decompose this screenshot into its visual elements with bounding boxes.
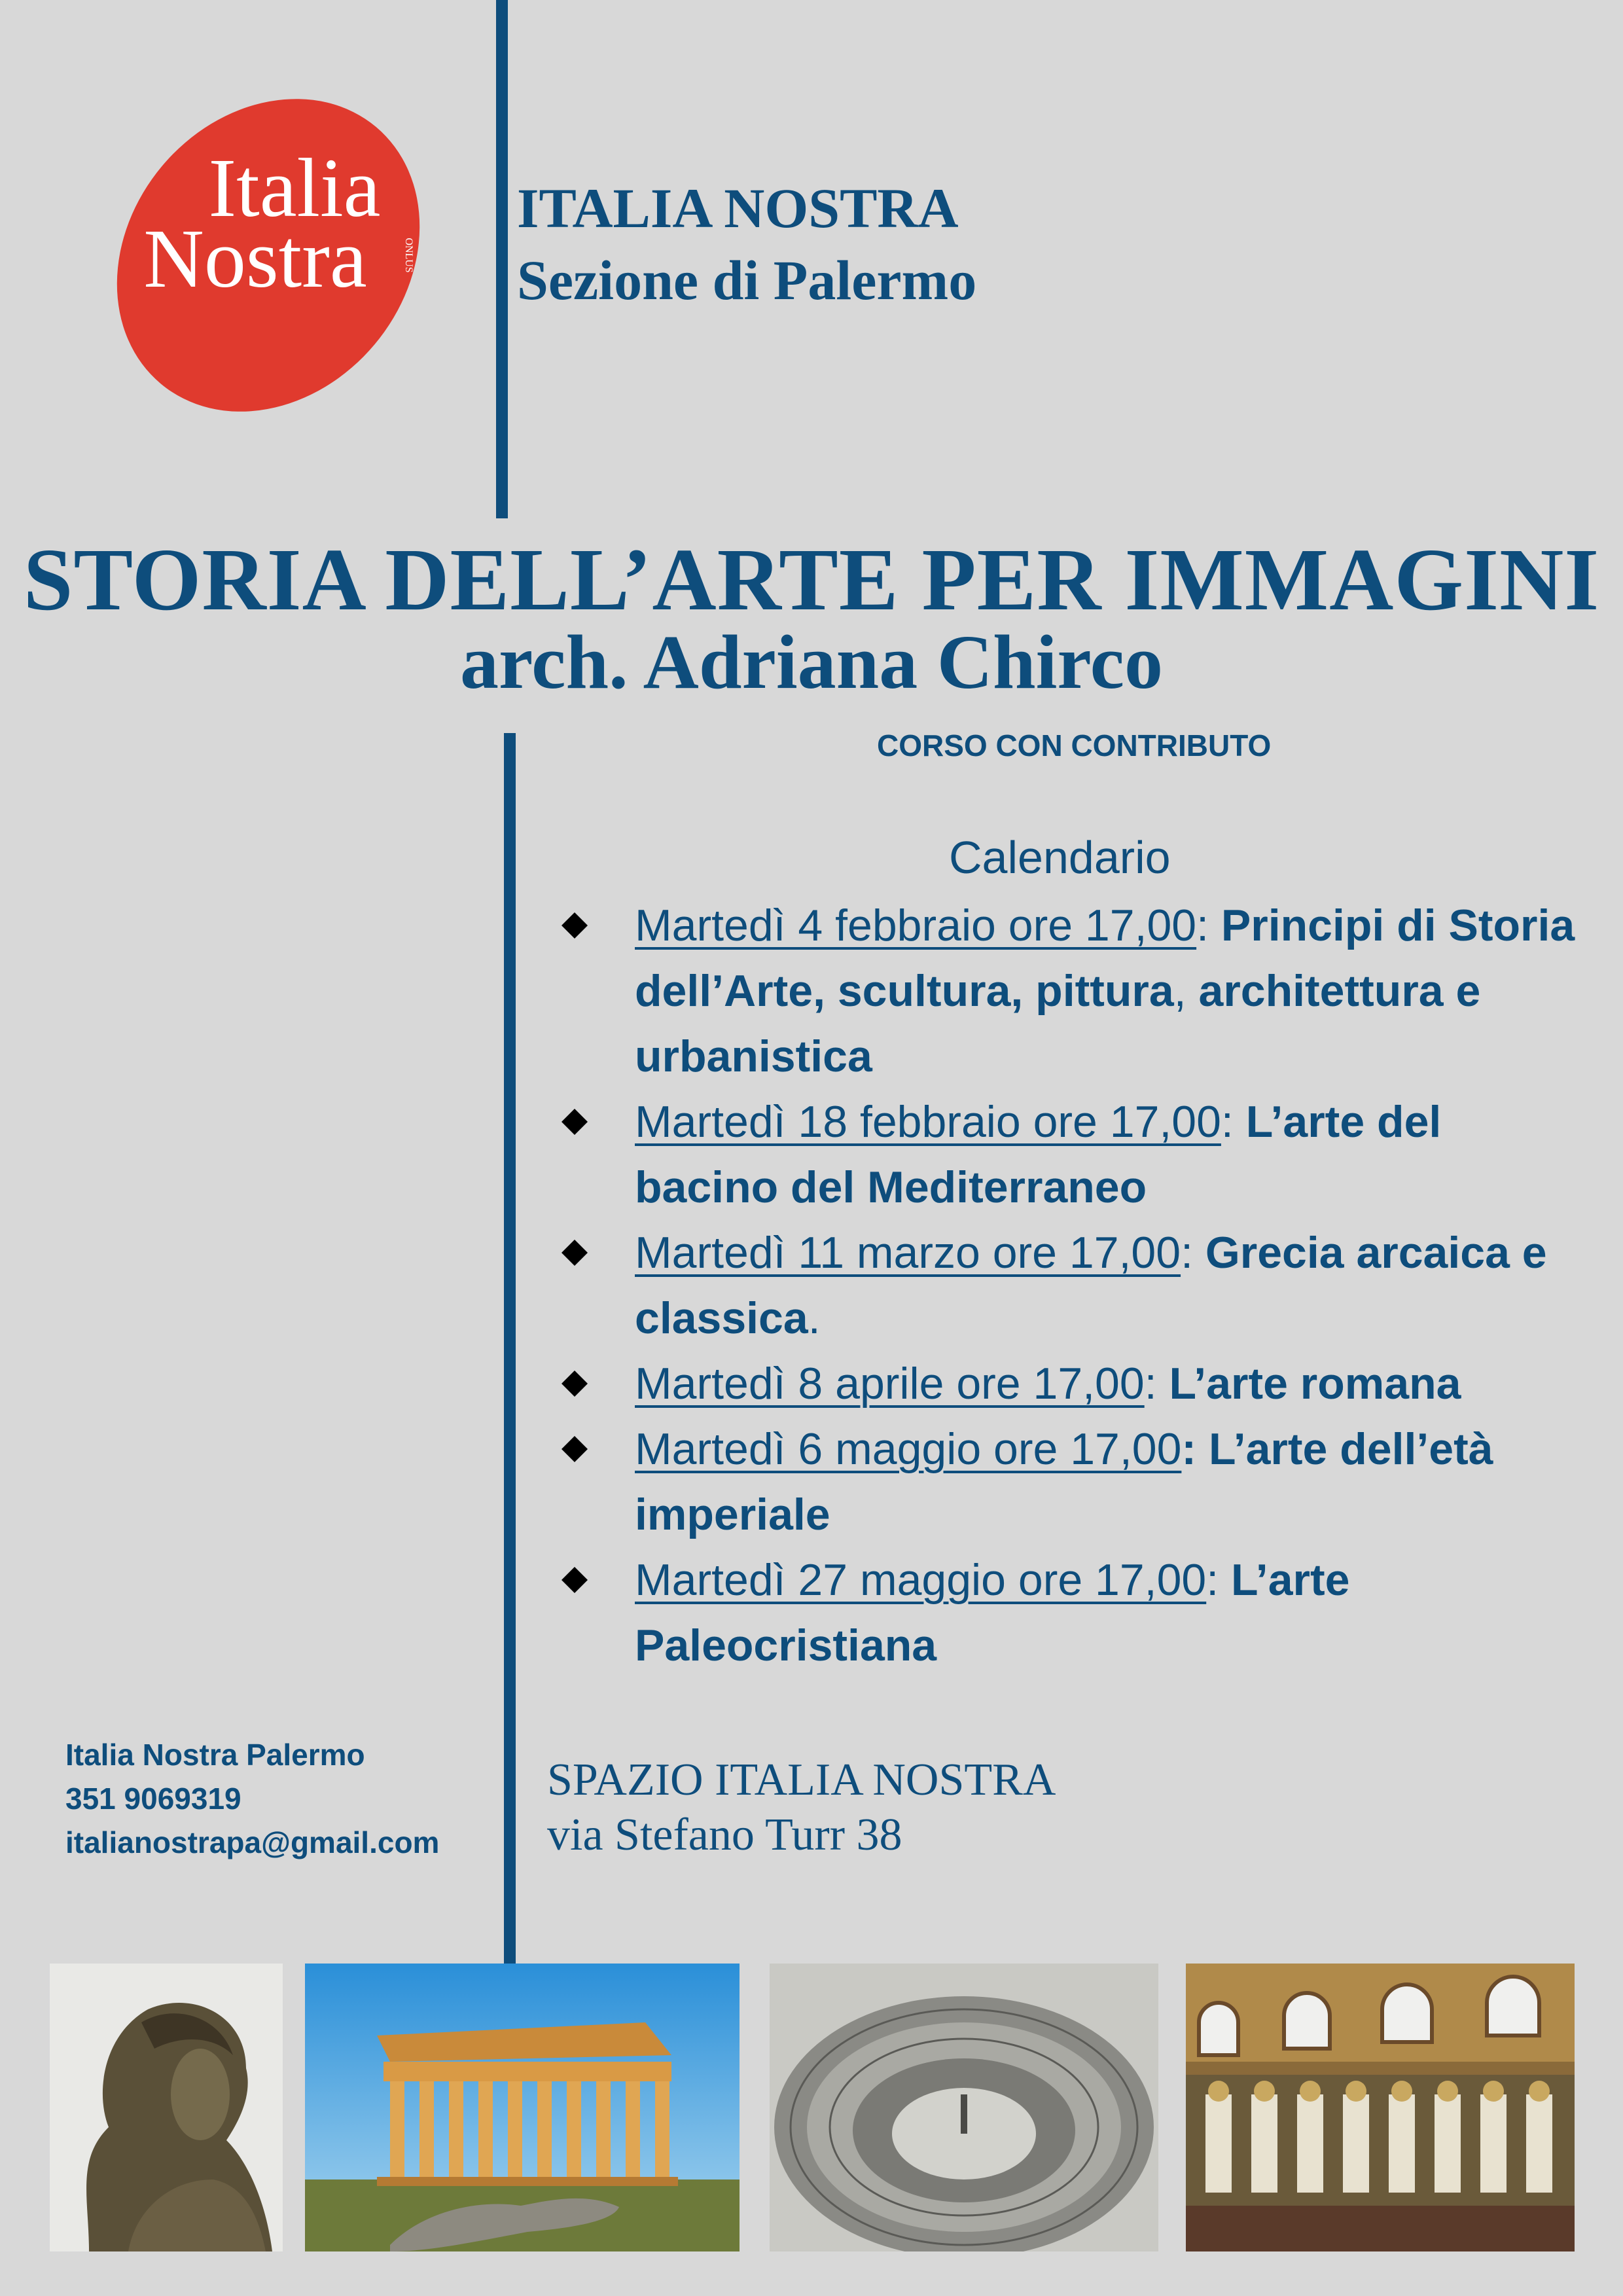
contact-email[interactable]: italianostrapa@gmail.com bbox=[65, 1825, 440, 1859]
event-topic-continued: architettura e urbanistica bbox=[635, 966, 1481, 1081]
vertical-rule-bottom bbox=[504, 733, 516, 1964]
event-topic: L’arte romana bbox=[1169, 1359, 1461, 1408]
venue-name: SPAZIO ITALIA NOSTRA bbox=[547, 1755, 1056, 1805]
bronze-statue-image bbox=[50, 1964, 283, 2251]
event-tail: . bbox=[808, 1293, 821, 1343]
event-date: Martedì 11 marzo ore 17,00 bbox=[635, 1228, 1181, 1278]
event-date: Martedì 4 febbraio ore 17,00 bbox=[635, 901, 1197, 950]
event-separator: : bbox=[1221, 1097, 1246, 1147]
event-separator: : bbox=[1206, 1555, 1232, 1605]
event-separator: : bbox=[1181, 1228, 1205, 1278]
event-separator: : bbox=[1144, 1359, 1169, 1408]
italia-nostra-logo bbox=[98, 92, 438, 419]
page-title: STORIA DELL’ARTE PER IMMAGINI bbox=[23, 531, 1600, 629]
org-section: Sezione di Palermo bbox=[517, 249, 977, 312]
event-tail: , bbox=[1173, 966, 1199, 1016]
contact-block bbox=[65, 1733, 439, 1865]
logo-side-text: ONLUS bbox=[403, 238, 414, 273]
logo-line1: Italia bbox=[208, 141, 381, 234]
list-item bbox=[556, 893, 1577, 1089]
event-date: Martedì 18 febbraio ore 17,00 bbox=[635, 1097, 1221, 1147]
list-item bbox=[556, 1220, 1577, 1351]
list-item bbox=[556, 1416, 1577, 1547]
diamond-icon bbox=[562, 912, 588, 939]
event-date: Martedì 6 maggio ore 17,00 bbox=[635, 1424, 1182, 1474]
event-topic: Grecia arcaica e classica bbox=[635, 1228, 1547, 1343]
event-topic: Principi di Storia dell’Arte, scultura, pittura bbox=[635, 901, 1575, 1016]
logo-graphic bbox=[98, 92, 438, 419]
calendar-list bbox=[556, 893, 1577, 1678]
vertical-rule-top bbox=[496, 0, 508, 518]
diamond-icon bbox=[562, 1436, 588, 1462]
speaker-name: arch. Adriana Chirco bbox=[459, 619, 1164, 705]
event-topic: L’arte dell’età imperiale bbox=[635, 1424, 1493, 1539]
contact-phone[interactable]: 351 9069319 bbox=[65, 1782, 241, 1816]
greek-temple-image bbox=[305, 1964, 740, 2251]
byzantine-mosaic-image bbox=[1186, 1964, 1575, 2251]
calendar-heading: Calendario bbox=[949, 832, 1171, 883]
list-item bbox=[556, 1089, 1577, 1220]
event-date: Martedì 27 maggio ore 17,00 bbox=[635, 1555, 1207, 1605]
diamond-icon bbox=[562, 1109, 588, 1135]
event-topic: L’arte Paleocristiana bbox=[635, 1555, 1350, 1670]
event-topic: L’arte del bacino del Mediterraneo bbox=[635, 1097, 1442, 1212]
event-date: Martedì 8 aprile ore 17,00 bbox=[635, 1359, 1145, 1408]
event-separator: : bbox=[1181, 1424, 1209, 1474]
colosseum-engraving-image bbox=[770, 1964, 1158, 2251]
diamond-icon bbox=[562, 1240, 588, 1266]
diamond-icon bbox=[562, 1371, 588, 1397]
logo-line2: Nostra bbox=[143, 212, 367, 305]
list-item bbox=[556, 1351, 1577, 1416]
course-note: CORSO CON CONTRIBUTO bbox=[877, 728, 1272, 762]
org-name: ITALIA NOSTRA bbox=[517, 177, 959, 240]
venue-address: via Stefano Turr 38 bbox=[547, 1810, 902, 1860]
diamond-icon bbox=[562, 1567, 588, 1593]
list-item bbox=[556, 1547, 1577, 1678]
event-separator: : bbox=[1196, 901, 1221, 950]
contact-name: Italia Nostra Palermo bbox=[65, 1738, 365, 1772]
